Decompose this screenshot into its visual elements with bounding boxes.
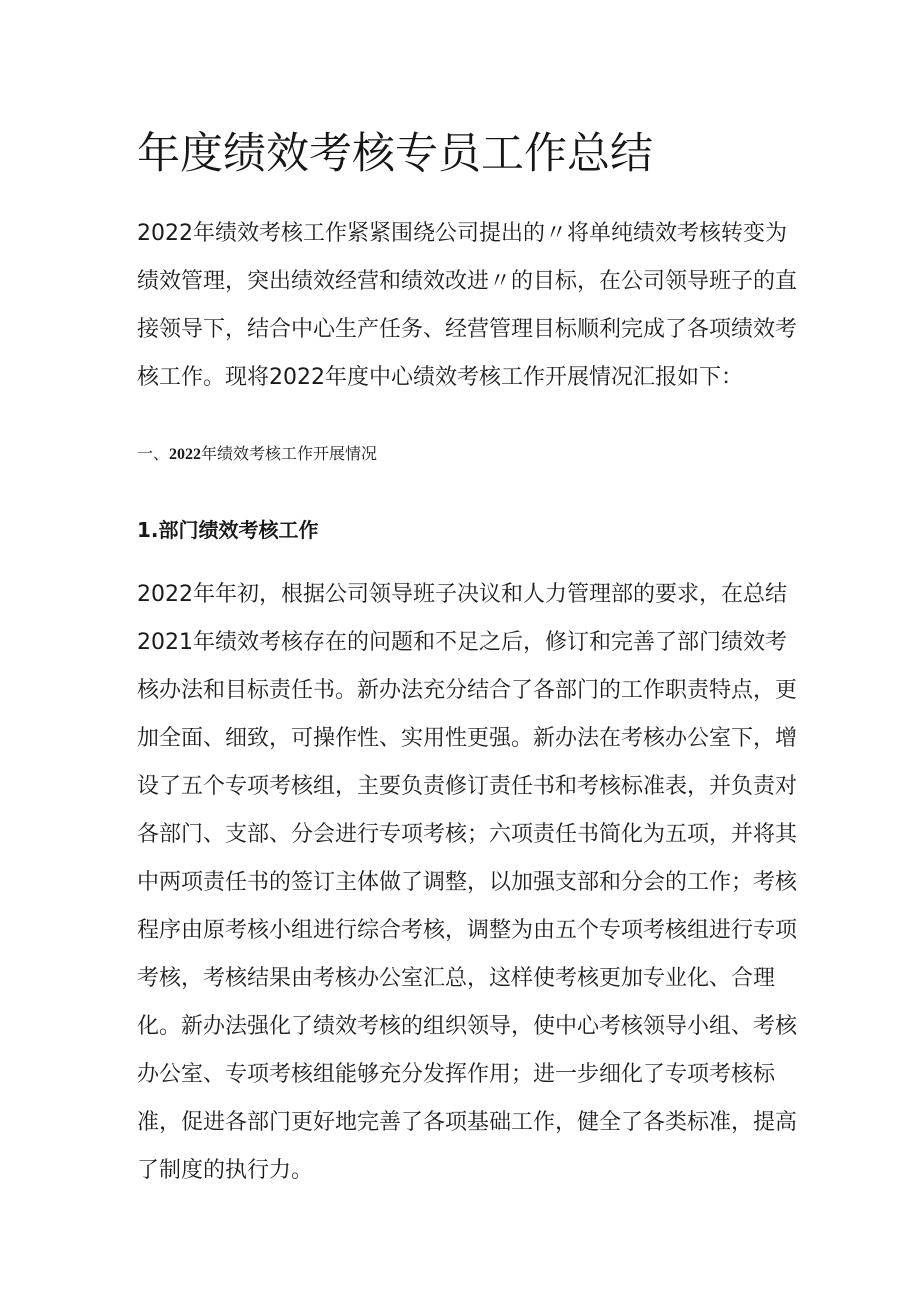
section-text: 年绩效考核工作开展情况 xyxy=(201,444,378,463)
subsection-heading: 1.部门绩效考核工作 xyxy=(137,518,319,542)
section-prefix: 一、 xyxy=(137,444,170,463)
section-heading xyxy=(137,440,377,469)
document-title: 年度绩效考核专员工作总结 xyxy=(137,129,653,179)
intro-paragraph: 2022年绩效考核工作紧紧围绕公司提出的〃将单纯绩效考核转变为绩效管理，突出绩效经营和绩效改进〃的目标，在公司领导班子的直接领导下，结合中心生产任务、经营管理目标顺利完成了各项绩效考核工作。现将2022年度中心绩效考核工作开展情况汇报如下： xyxy=(137,221,798,390)
section-year: 2022 xyxy=(169,446,202,463)
body-paragraph: 2022年年初，根据公司领导班子决议和人力管理部的要求，在总结2021年绩效考核存在的问题和不足之后，修订和完善了部门绩效考核办法和目标责任书。新办法充分结合了各部门的工作职责特点，更加全面、细致，可操作性、实用性更强。新办法在考核办公室下，增设了五个专项考核组，主要负责修订责任书和考核标准表，并负责对各部门、支部、分会进行专项考核；六项责任书简化为五项，并将其中两项责任书的签订主体做了调整，以加强支部和分会的工作；考核程序由原考核小组进行综合考核，调整为由五个专项考核组进行专项考核，考核结果由考核办公室汇总，这样使考核更加专业化、合理化。新办法强化了绩效考核的组织领导，使中心考核领导小组、考核办公室、专项考核组能够充分发挥作用；进一步细化了专项考核标准，促进各部门更好地完善了各项基础工作，健全了各类标准，提高了制度的执行力。 xyxy=(137,582,798,1183)
